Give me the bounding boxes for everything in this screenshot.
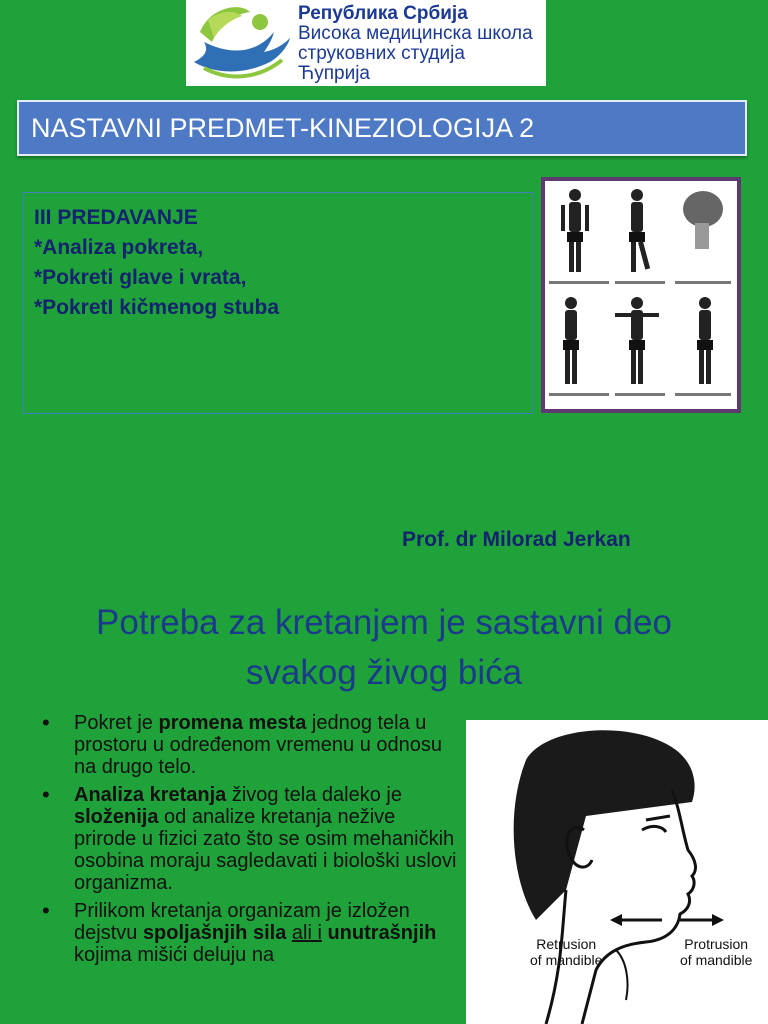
anatomical-movements-image (541, 177, 741, 413)
list-item: • Pokret je promena mesta jednog tela u prostoru u određenom vremenu u odnosu na drugo telo. (42, 710, 443, 778)
logo-text (298, 4, 544, 84)
bullet-dot-icon: • (42, 898, 50, 923)
slide-heading (0, 598, 768, 698)
professor-name: Prof. dr Milorad Jerkan (402, 528, 631, 551)
list-item: • Analiza kretanja živog tela daleko je složenija od analize kretanja nežive prirode u fizici zato što se osim mehaničkih osobina moraju sagledavati i biološki uslovi organizma. (42, 782, 457, 894)
head-profile-illustration (466, 720, 768, 1024)
lecture-line: *Pokreti glave i vrata, (34, 266, 247, 289)
movement-figures-illustration (545, 181, 737, 409)
lecture-line: III PREDAVANJE (34, 206, 198, 229)
course-title: NASTAVNI PREDMET-KINEZIOLOGIJA 2 (17, 100, 747, 156)
hand-leaf-logo-icon (190, 2, 294, 84)
logo-line-1: Република Србија (298, 3, 468, 24)
protrusion-label: Protrusion of mandible (680, 936, 753, 968)
heading-line-2: svakog živog bića (245, 653, 523, 692)
bullet-dot-icon: • (42, 710, 50, 735)
lecture-line: *PokretI kičmenog stuba (34, 296, 280, 319)
logo-line-3: струковних студија (298, 43, 465, 64)
school-logo (186, 0, 546, 86)
heading-line-1: Potreba za kretanjem je sastavni deo (96, 603, 672, 642)
bullet-list (40, 712, 460, 972)
retrusion-label: Retrusion of mandible (530, 936, 603, 968)
logo-line-2: Висока медицинска школа (298, 23, 533, 44)
lecture-topics-box (23, 192, 533, 414)
list-item: • Prilikom kretanja organizam je izložen dejstvu spoljašnjih sila ali i unutrašnjih kojima mišići deluju na (42, 898, 437, 966)
bullet-dot-icon: • (42, 782, 50, 807)
logo-line-4: Ћуприја (298, 63, 370, 84)
mandible-movement-image (466, 720, 768, 1024)
lecture-line: *Analiza pokreta, (34, 236, 204, 259)
